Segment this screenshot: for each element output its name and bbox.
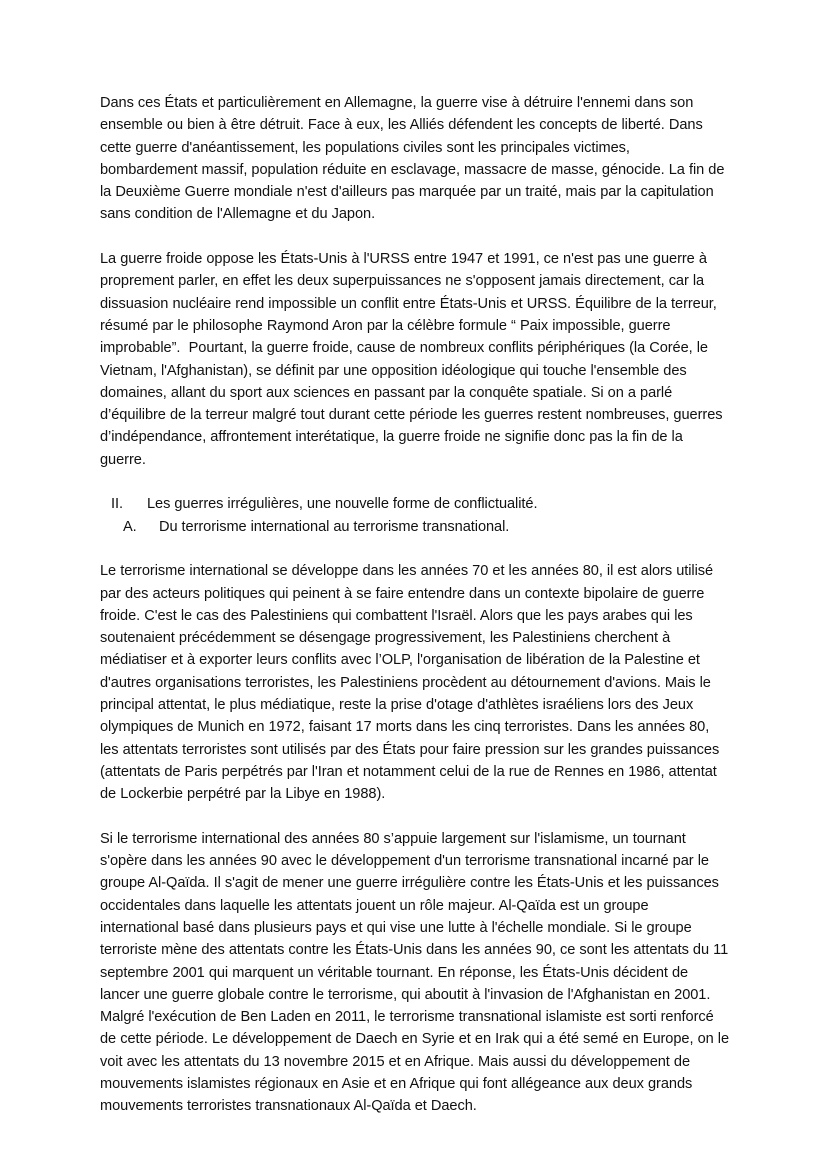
- outline-label-section-ii: Les guerres irrégulières, une nouvelle forme de conflictualité.: [147, 496, 538, 513]
- paragraph-4: Si le terrorisme international des années 80 s’appuie largement sur l'islamisme, un tournant s'opère dans les années 90 avec le développement d'un terrorisme transnational incarné par le groupe Al-Qaïda. Il s'agit de mener une guerre irrégulière contre les États-Unis et les puissances occidentales dans laquelle les attentats jouent un rôle majeur. Al-Qaïda est un groupe international basé dans plusieurs pays et qui vise une lutte à l'échelle mondiale. Si le groupe terroriste mène des attentats contre les États-Unis dans les années 90, ce sont les attentats du 11 septembre 2001 qui marquent un véritable tournant. En réponse, les États-Unis décident de lancer une guerre globale contre le terrorisme, qui aboutit à l'invasion de l'Afghanistan en 2001. Malgré l'exécution de Ben Laden en 2011, le terrorisme transnational islamiste est sorti renforcé de cette période. Le développement de Daech en Syrie et en Irak qui a été semé en Europe, on le voit avec les attentats du 13 novembre 2015 et en Afrique. Mais aussi du développement de mouvements islamistes régionaux en Asie et en Afrique qui font allégeance aux deux grands mouvements terroristes transnationaux Al-Qaïda et Daech.: [100, 830, 734, 1115]
- outline-item-subsection-a: [100, 516, 730, 538]
- paragraph-1: Dans ces États et particulièrement en Allemagne, la guerre vise à détruire l'ennemi dans son ensemble ou bien à être détruit. Face à eux, les Alliés défendent les concepts de liberté. Dans cette guerre d'anéantissement, les populations civiles sont les principales victimes, bombardement massif, population réduite en esclavage, massacre de masse, génocide. La fin de la Deuxième Guerre mondiale n'est d'ailleurs pas marquée par un traité, mais par la capitulation sans condition de l'Allemagne et du Japon.: [100, 95, 729, 223]
- outline-marker-ii: II.: [111, 496, 123, 513]
- paragraph-3: Le terrorisme international se développe dans les années 70 et les années 80, il est alors utilisé par des acteurs politiques qui peinent à se faire entendre dans un contexte bipolaire de guerre froide. C'est le cas des Palestiniens qui combattent l'Israël. Alors que les pays arabes qui les soutenaient précédemment se désengage progressivement, les Palestiniens cherchent à médiatiser et à exporter leurs conflits avec l’OLP, l'organisation de libération de la Palestine et d'autres organisations terroristes, les Palestiniens procèdent au détournement d'avions. Mais le principal attentat, le plus médiatique, reste la prise d'otage d'athlètes israéliens lors des Jeux olympiques de Munich en 1972, faisant 17 morts dans les cinq terroristes. Dans les années 80, les attentats terroristes sont utilisés par des États pour faire pression sur les grandes puissances (attentats de Paris perpétrés par l'Iran et notamment celui de la rue de Rennes en 1986, attentat de Lockerbie perpétré par la Libye en 1988).: [100, 563, 724, 803]
- document-body: [100, 92, 734, 1140]
- outline-item-section-ii: [100, 493, 730, 515]
- outline-label-subsection-a: Du terrorisme international au terrorisme transnational.: [159, 518, 510, 535]
- outline-marker-a: A.: [123, 518, 137, 535]
- paragraph-2: La guerre froide oppose les États-Unis à l'URSS entre 1947 et 1991, ce n'est pas une guerre à proprement parler, en effet les deux superpuissances ne s'opposent jamais directement, car la dissuasion nucléaire rend impossible un conflit entre États-Unis et URSS. Équilibre de la terreur, résumé par le philosophe Raymond Aron par la célèbre formule “ Paix impossible, guerre improbable”. Pourtant, la guerre froide, cause de nombreux conflits périphériques (la Corée, le Vietnam, l'Afghanistan), se définit par une opposition idéologique qui touche l'ensemble des domaines, allant du sport aux sciences en passant par la conquête spatiale. Si on a parlé d’équilibre de la terreur malgré tout durant cette période les guerres restent nombreuses, guerres d’indépendance, affrontement interétatique, la guerre froide ne signifie donc pas la fin de la guerre.: [100, 251, 727, 468]
- outline-heading-block: [100, 493, 730, 538]
